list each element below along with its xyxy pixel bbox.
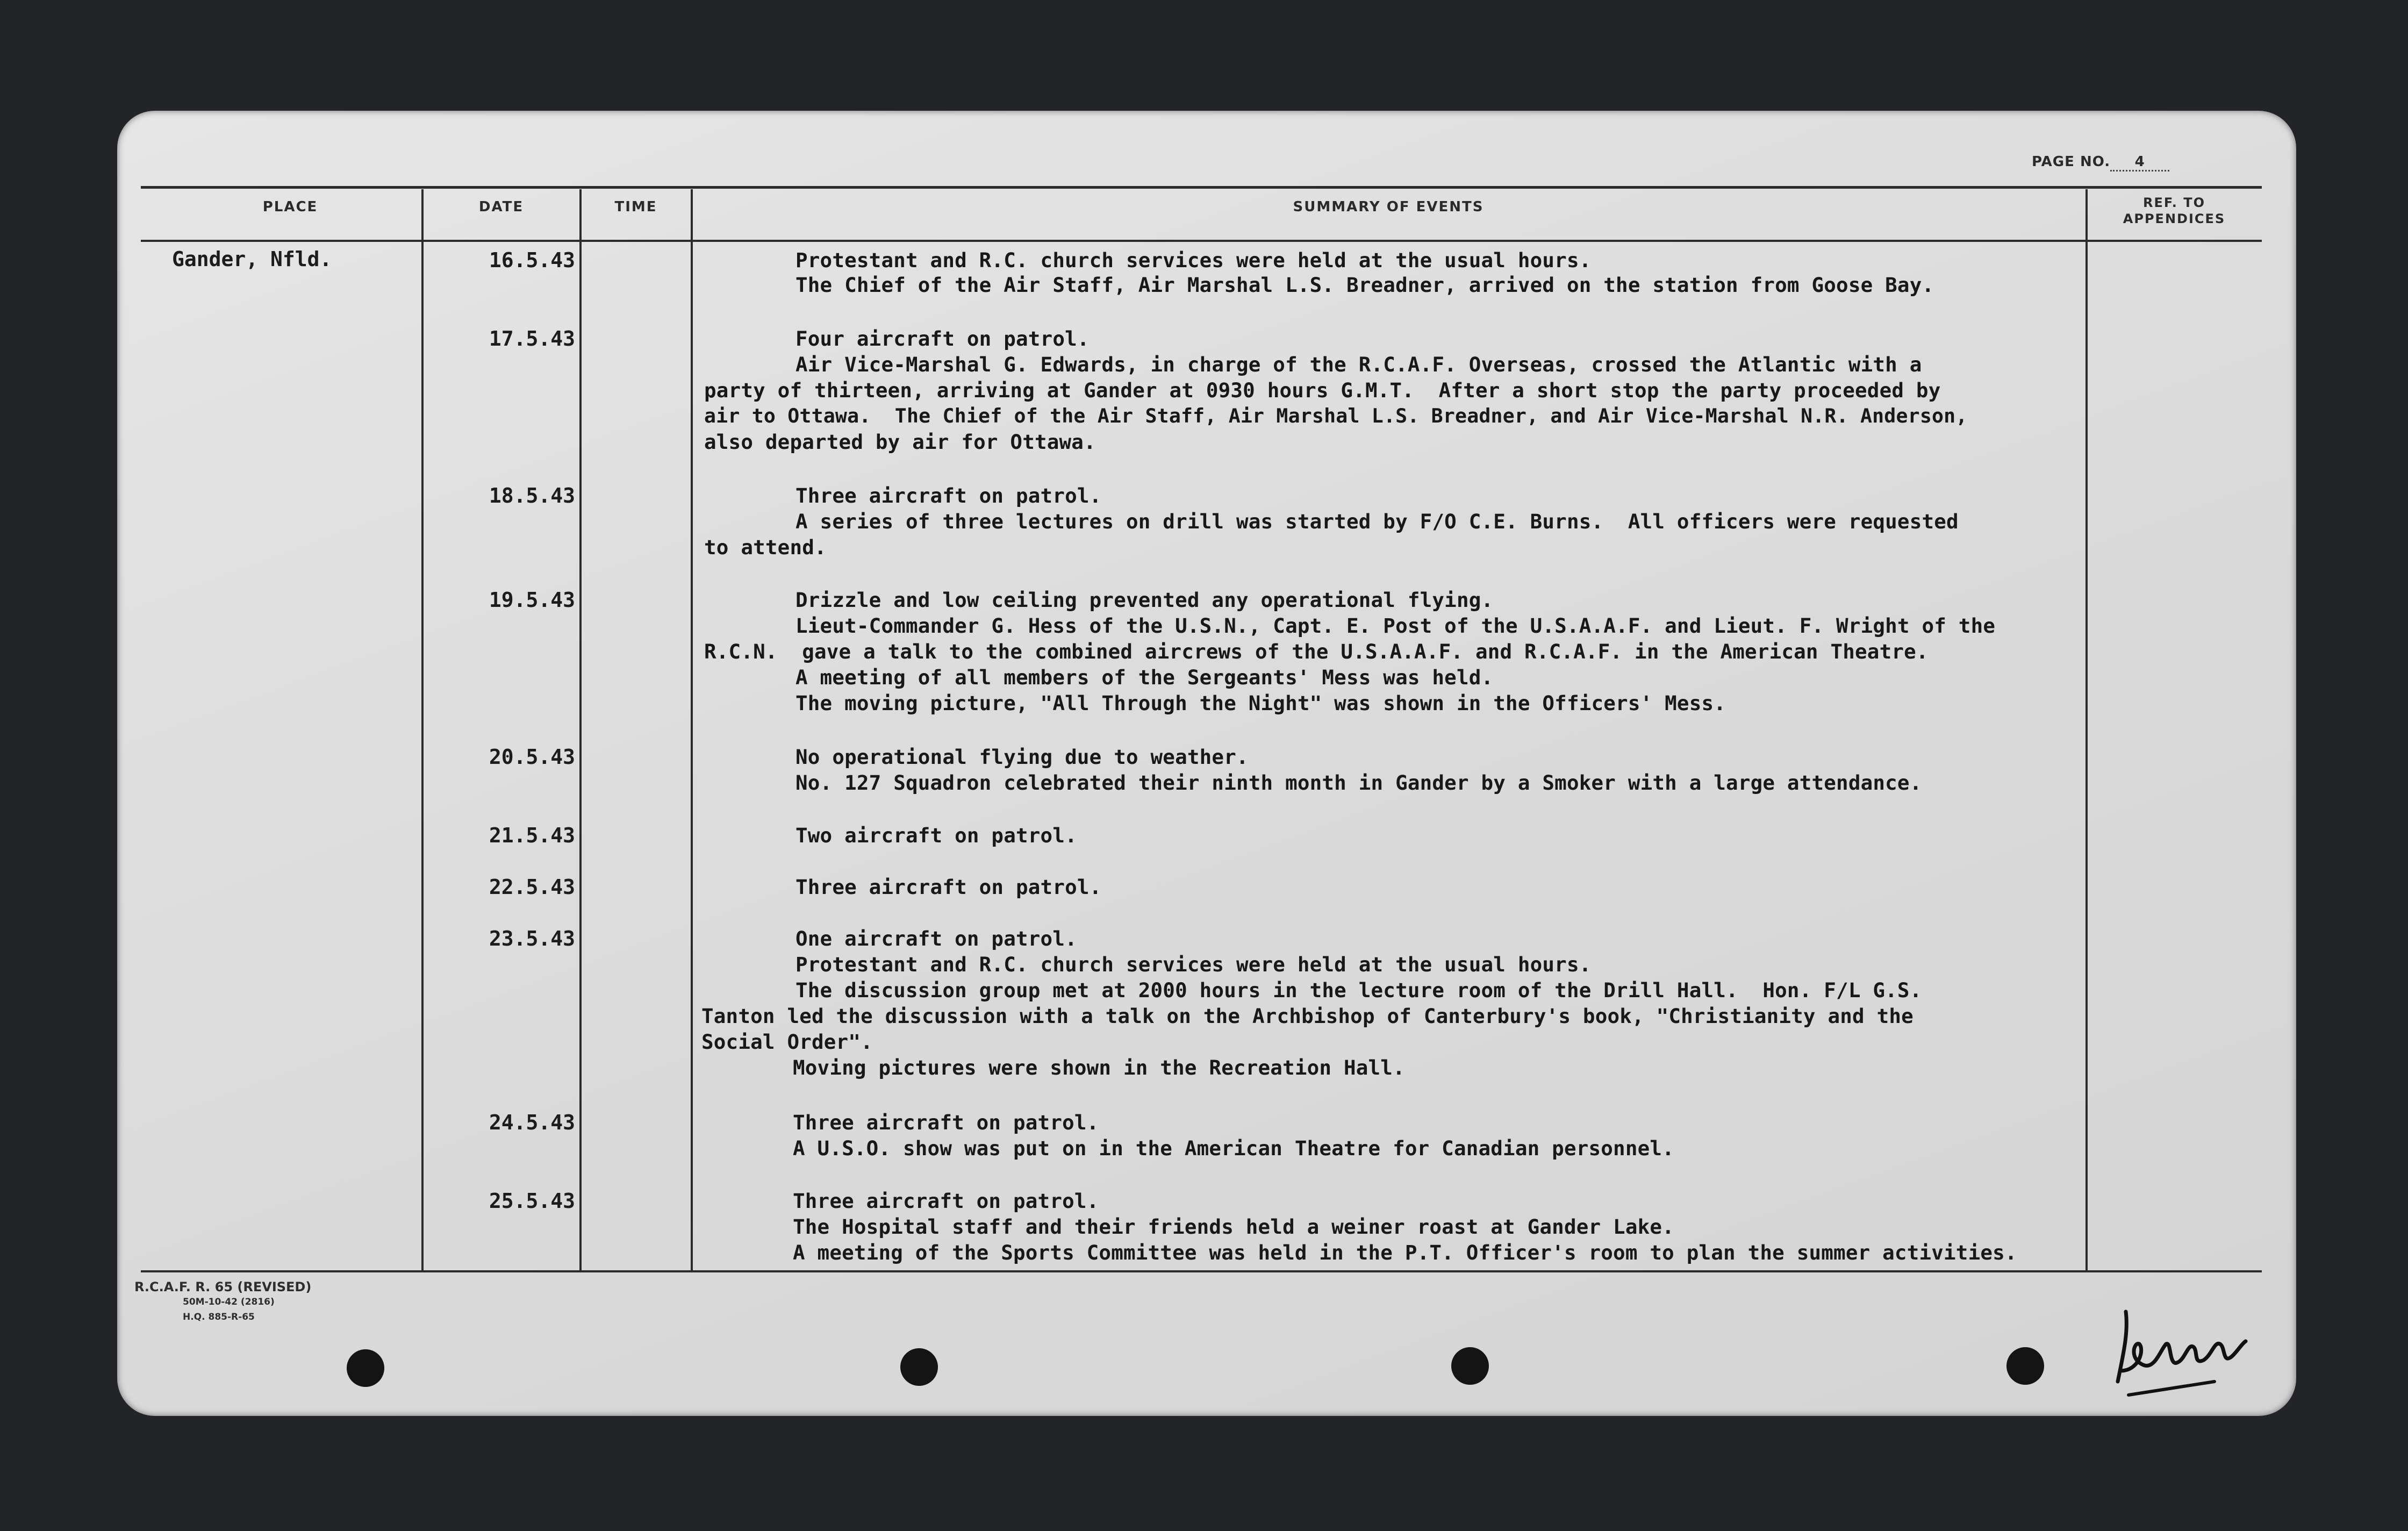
- form-number-line2: 50M-10-42 (2816): [183, 1297, 275, 1307]
- entry-line: Four aircraft on patrol.: [796, 327, 1090, 350]
- entry-date: 16.5.43: [489, 248, 575, 272]
- bottom-rule: [141, 1270, 2262, 1272]
- entry-line: No. 127 Squadron celebrated their ninth month in Gander by a Smoker with a large attendance.: [796, 771, 1922, 795]
- punch-hole: [1451, 1347, 1489, 1385]
- entry-line: The moving picture, "All Through the Night" was shown in the Officers' Mess.: [796, 691, 1726, 715]
- entry-line: to attend.: [704, 535, 827, 559]
- entry-line: air to Ottawa. The Chief of the Air Staff, Air Marshal L.S. Breadner, and Air Vice-Marshal N.R. Anderson,: [704, 404, 1968, 427]
- entry-line: The discussion group met at 2000 hours in the lecture room of the Drill Hall. Hon. F/L G.S.: [796, 978, 1922, 1002]
- handwritten-signature: [2107, 1290, 2258, 1398]
- column-divider-summary: [2086, 189, 2088, 1271]
- entry-date: 19.5.43: [489, 588, 575, 612]
- entry-line: Protestant and R.C. church services were held at the usual hours.: [796, 248, 1592, 272]
- entry-line: Moving pictures were shown in the Recreation Hall.: [793, 1056, 1405, 1079]
- entry-line: A U.S.O. show was put on in the American Theatre for Canadian personnel.: [793, 1136, 1674, 1160]
- entry-line: A meeting of the Sports Committee was held in the P.T. Officer's room to plan the summer activities.: [793, 1241, 2017, 1264]
- entry-date: 21.5.43: [489, 824, 575, 847]
- entry-line: Two aircraft on patrol.: [796, 824, 1077, 847]
- header-ref-appendices: [2088, 195, 2260, 227]
- entry-line: No operational flying due to weather.: [796, 745, 1249, 769]
- entry-line: Lieut-Commander G. Hess of the U.S.N., Capt. E. Post of the U.S.A.A.F. and Lieut. F. Wright of the: [796, 614, 1996, 638]
- entry-date: 17.5.43: [489, 327, 575, 350]
- entry-line: Protestant and R.C. church services were held at the usual hours.: [796, 953, 1592, 976]
- entry-date: 23.5.43: [489, 927, 575, 950]
- entry-line: also departed by air for Ottawa.: [704, 430, 1096, 454]
- top-rule: [141, 186, 2262, 189]
- punch-hole: [900, 1348, 938, 1386]
- header-ref-line1: REF. TO: [2143, 195, 2205, 210]
- place-text: Gander, Nfld.: [172, 247, 332, 271]
- header-place: PLACE: [262, 199, 318, 215]
- header-time: TIME: [614, 199, 657, 215]
- form-number-line1: R.C.A.F. R. 65 (REVISED): [134, 1279, 312, 1294]
- page-number-value: 4: [2110, 154, 2169, 171]
- entry-line: Three aircraft on patrol.: [793, 1189, 1099, 1213]
- entry-line: The Chief of the Air Staff, Air Marshal L.S. Breadner, arrived on the station from Goose Bay.: [796, 273, 1934, 297]
- column-divider-time: [691, 189, 693, 1271]
- entry-line: One aircraft on patrol.: [796, 927, 1077, 950]
- header-date: DATE: [478, 199, 524, 215]
- header-rule: [141, 240, 2262, 242]
- punch-hole: [2006, 1347, 2044, 1385]
- entry-line: R.C.N. gave a talk to the combined aircrews of the U.S.A.A.F. and R.C.A.F. in the American Theatre.: [704, 640, 1929, 663]
- entry-date: 25.5.43: [489, 1189, 575, 1213]
- entry-line: Three aircraft on patrol.: [796, 875, 1102, 899]
- header-summary: SUMMARY OF EVENTS: [1293, 199, 1484, 215]
- entry-line: Three aircraft on patrol.: [793, 1111, 1099, 1134]
- form-number: [134, 1279, 311, 1325]
- entry-date: 22.5.43: [489, 875, 575, 899]
- entry-line: A series of three lectures on drill was started by F/O C.E. Burns. All officers were requested: [796, 510, 1959, 533]
- entry-date: 18.5.43: [489, 484, 575, 507]
- column-divider-place: [421, 189, 424, 1271]
- entry-line: Air Vice-Marshal G. Edwards, in charge of the R.C.A.F. Overseas, crossed the Atlantic with a: [796, 353, 1922, 376]
- entry-line: Drizzle and low ceiling prevented any operational flying.: [796, 588, 1494, 612]
- entry-line: Social Order".: [701, 1030, 873, 1054]
- entry-line: Three aircraft on patrol.: [796, 484, 1102, 507]
- entry-line: A meeting of all members of the Sergeants' Mess was held.: [796, 666, 1494, 689]
- page-number-label: PAGE NO.: [2032, 154, 2111, 170]
- column-divider-date: [579, 189, 582, 1271]
- entry-line: The Hospital staff and their friends held a weiner roast at Gander Lake.: [793, 1215, 1674, 1239]
- entry-line: party of thirteen, arriving at Gander at 0930 hours G.M.T. After a short stop the party proceeded by: [704, 378, 1941, 402]
- form-number-line3: H.Q. 885-R-65: [183, 1312, 255, 1322]
- entry-date: 24.5.43: [489, 1111, 575, 1134]
- punch-hole: [347, 1349, 384, 1387]
- entry-line: Tanton led the discussion with a talk on the Archbishop of Canterbury's book, "Christianity and the: [701, 1004, 1914, 1028]
- page-number: [2032, 154, 2169, 171]
- entry-date: 20.5.43: [489, 745, 575, 769]
- header-ref-line2: APPENDICES: [2123, 211, 2226, 226]
